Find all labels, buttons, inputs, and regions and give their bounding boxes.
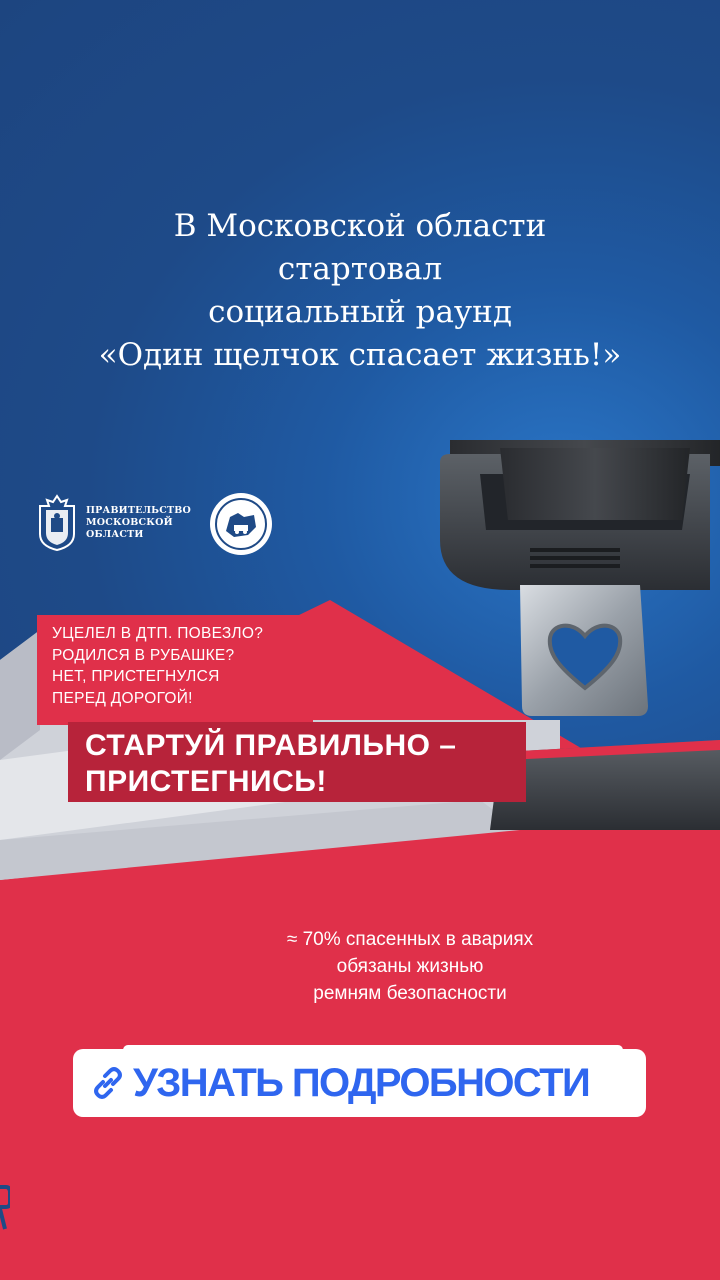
slogan-line: СТАРТУЙ ПРАВИЛЬНО – [85,729,457,762]
statistic-line: ≈ 70% спасенных в авариях [286,929,534,950]
slogan-line: ПРИСТЕГНИСЬ! [85,765,327,798]
link-sticker-tab [123,1045,623,1055]
warning-line: НЕТ, ПРИСТЕГНУЛСЯ [52,668,220,685]
statistic-line: обязаны жизнью [336,956,484,977]
headline-line: «Один щелчок спасает жизнь!» [98,337,622,373]
link-sticker-label: УЗНАТЬ ПОДРОБНОСТИ [133,1060,590,1105]
edge-fragment-icon [0,1185,10,1231]
government-logo [34,494,191,552]
statistic-line: ремням безопасности [313,983,507,1004]
headline-line: В Московской области [173,208,547,244]
moscow-region-crest-icon [34,494,80,552]
government-logo-line: ОБЛАСТИ [86,529,144,540]
slogan [85,728,456,800]
warning-line: ПЕРЕД ДОРОГОЙ! [52,689,193,707]
link-icon [87,1062,129,1104]
warning-line: УЦЕЛЕЛ В ДТП. ПОВЕЗЛО? [52,625,264,642]
government-logo-line: ПРАВИТЕЛЬСТВО [86,505,191,516]
warning-text [52,623,263,709]
government-logo-line: МОСКОВСКОЙ [86,517,173,528]
gai-emblem-icon [208,491,274,557]
headline-line: стартовал [277,251,443,287]
headline-line: социальный раунд [208,294,512,330]
link-sticker-button[interactable] [73,1049,646,1117]
warning-line: РОДИЛСЯ В РУБАШКЕ? [52,646,235,664]
statistic-text [230,926,590,1007]
headline [0,205,720,377]
